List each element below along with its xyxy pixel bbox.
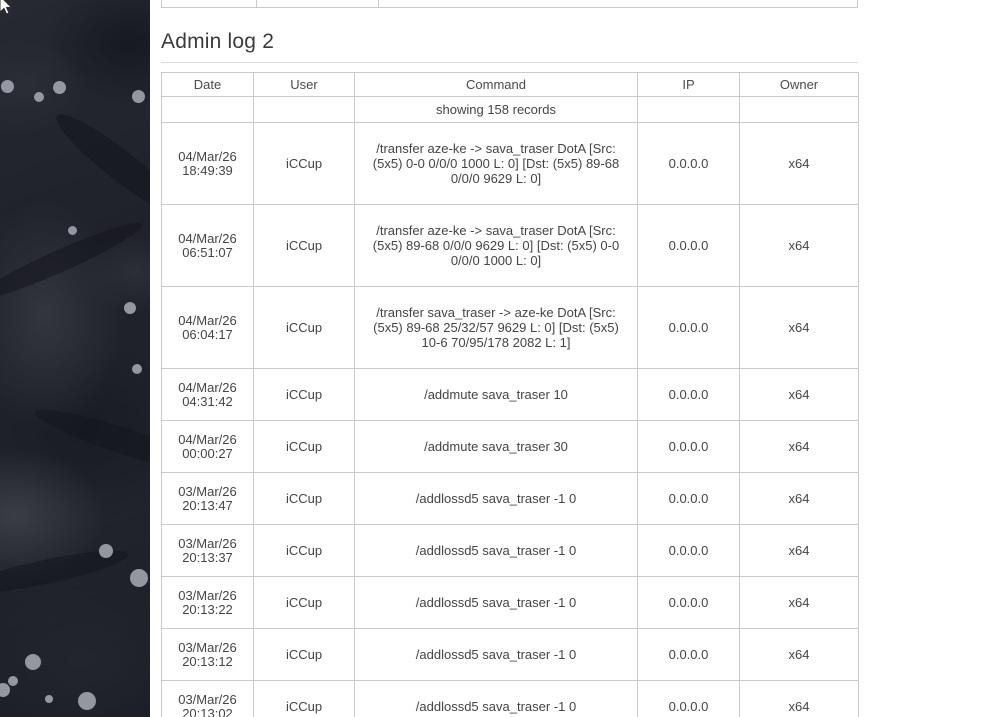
user-cell: iCCup	[254, 577, 355, 629]
owner-cell: x64	[740, 525, 859, 577]
artwork-bubble	[130, 569, 148, 587]
ip-cell: 0.0.0.0	[638, 681, 740, 717]
owner-cell: x64	[740, 369, 859, 421]
owner-cell: x64	[740, 629, 859, 681]
table-header-row	[162, 73, 859, 97]
owner-cell: x64	[740, 681, 859, 717]
time-text: 20:13:02	[182, 705, 233, 717]
artwork-shape	[31, 400, 150, 487]
artwork-shape	[48, 104, 150, 226]
date-text: 03/Mar/26	[178, 639, 237, 655]
command-cell: /addlossd5 sava_traser -1 0	[355, 577, 638, 629]
table-row	[162, 629, 859, 681]
artwork-bubble	[124, 302, 136, 314]
date-cell	[162, 205, 254, 287]
time-text: 20:13:12	[182, 653, 233, 669]
date-cell	[162, 473, 254, 525]
date-cell	[162, 287, 254, 369]
sidebar-artwork	[0, 0, 150, 717]
owner-cell: x64	[740, 287, 859, 369]
time-text: 00:00:27	[182, 445, 233, 461]
table-row	[162, 525, 859, 577]
command-cell: /transfer sava_traser -> aze-ke DotA [Src: (5x5) 89-68 25/32/57 9629 L: 0] [Dst: (5x5) 10-6 70/95/178 2082 L: 1]	[355, 287, 638, 369]
command-cell: /transfer aze-ke -> sava_traser DotA [Src: (5x5) 0-0 0/0/0 1000 L: 0] [Dst: (5x5) 89-68 0/0/0 9629 L: 0]	[355, 123, 638, 205]
command-cell: /addlossd5 sava_traser -1 0	[355, 473, 638, 525]
owner-cell: x64	[740, 123, 859, 205]
time-text: 04:31:42	[182, 393, 233, 409]
date-cell	[162, 369, 254, 421]
date-cell	[162, 681, 254, 717]
user-cell: iCCup	[254, 681, 355, 717]
column-header-ip: IP	[638, 73, 740, 97]
table-row	[162, 123, 859, 205]
artwork-bubble	[34, 92, 44, 102]
ip-cell: 0.0.0.0	[638, 421, 740, 473]
table-row	[162, 473, 859, 525]
ip-cell: 0.0.0.0	[638, 577, 740, 629]
date-cell	[162, 525, 254, 577]
command-cell: /addlossd5 sava_traser -1 0	[355, 629, 638, 681]
artwork-bubble	[68, 226, 77, 235]
admin-log-table	[161, 72, 859, 717]
time-text: 20:13:47	[182, 497, 233, 513]
artwork-bubble	[45, 695, 53, 703]
owner-cell: x64	[740, 205, 859, 287]
empty-cell	[254, 97, 355, 123]
ip-cell: 0.0.0.0	[638, 629, 740, 681]
artwork-bubble	[99, 544, 113, 558]
date-cell	[162, 123, 254, 205]
artwork-bubble	[132, 364, 142, 374]
ip-cell: 0.0.0.0	[638, 525, 740, 577]
date-text: 03/Mar/26	[178, 483, 237, 499]
table-row	[162, 421, 859, 473]
table-row	[162, 681, 859, 717]
user-cell: iCCup	[254, 369, 355, 421]
date-text: 04/Mar/26	[178, 312, 237, 328]
column-header-user: User	[254, 73, 355, 97]
artwork-bubble	[53, 81, 66, 94]
artwork-bubble	[1, 80, 14, 93]
date-cell	[162, 629, 254, 681]
content-column	[161, 0, 858, 717]
ip-cell: 0.0.0.0	[638, 205, 740, 287]
table-row	[162, 287, 859, 369]
owner-cell: x64	[740, 473, 859, 525]
table-row	[162, 205, 859, 287]
artwork-bubble	[132, 90, 145, 103]
user-cell: iCCup	[254, 421, 355, 473]
column-header-command: Command	[355, 73, 638, 97]
table-row	[162, 369, 859, 421]
date-text: 04/Mar/26	[178, 230, 237, 246]
date-text: 03/Mar/26	[178, 587, 237, 603]
previous-table-partial	[161, 0, 858, 8]
time-text: 06:51:07	[182, 244, 233, 260]
owner-cell: x64	[740, 577, 859, 629]
date-text: 03/Mar/26	[178, 691, 237, 707]
time-text: 20:13:22	[182, 601, 233, 617]
time-text: 06:04:17	[182, 326, 233, 342]
artwork-bubble	[0, 683, 10, 697]
time-text: 18:49:39	[182, 162, 233, 178]
user-cell: iCCup	[254, 629, 355, 681]
date-cell	[162, 577, 254, 629]
column-header-date: Date	[162, 73, 254, 97]
command-cell: /addlossd5 sava_traser -1 0	[355, 525, 638, 577]
page-title: Admin log 2	[161, 30, 275, 53]
date-text: 03/Mar/26	[178, 535, 237, 551]
time-text: 20:13:37	[182, 549, 233, 565]
artwork-bubble	[78, 692, 96, 710]
table-divider	[256, 0, 257, 7]
command-cell: /transfer aze-ke -> sava_traser DotA [Src: (5x5) 89-68 0/0/0 9629 L: 0] [Dst: (5x5) 0-0 0/0/0 1000 L: 0]	[355, 205, 638, 287]
artwork-bubble	[25, 654, 41, 670]
table-divider	[378, 0, 379, 7]
command-cell: /addlossd5 sava_traser -1 0	[355, 681, 638, 717]
user-cell: iCCup	[254, 287, 355, 369]
command-cell: /addmute sava_traser 10	[355, 369, 638, 421]
ip-cell: 0.0.0.0	[638, 369, 740, 421]
column-header-owner: Owner	[740, 73, 859, 97]
artwork-bubble	[8, 676, 18, 686]
date-text: 04/Mar/26	[178, 379, 237, 395]
date-text: 04/Mar/26	[178, 148, 237, 164]
user-cell: iCCup	[254, 205, 355, 287]
empty-cell	[740, 97, 859, 123]
ip-cell: 0.0.0.0	[638, 287, 740, 369]
owner-cell: x64	[740, 421, 859, 473]
user-cell: iCCup	[254, 123, 355, 205]
user-cell: iCCup	[254, 473, 355, 525]
ip-cell: 0.0.0.0	[638, 473, 740, 525]
mouse-cursor-icon	[0, 0, 17, 17]
date-cell	[162, 421, 254, 473]
date-text: 04/Mar/26	[178, 431, 237, 447]
records-summary-row	[162, 97, 859, 123]
empty-cell	[162, 97, 254, 123]
command-cell: /addmute sava_traser 30	[355, 421, 638, 473]
user-cell: iCCup	[254, 525, 355, 577]
empty-cell	[638, 97, 740, 123]
records-count: showing 158 records	[355, 97, 638, 123]
ip-cell: 0.0.0.0	[638, 123, 740, 205]
table-row	[162, 577, 859, 629]
title-divider	[161, 62, 858, 63]
